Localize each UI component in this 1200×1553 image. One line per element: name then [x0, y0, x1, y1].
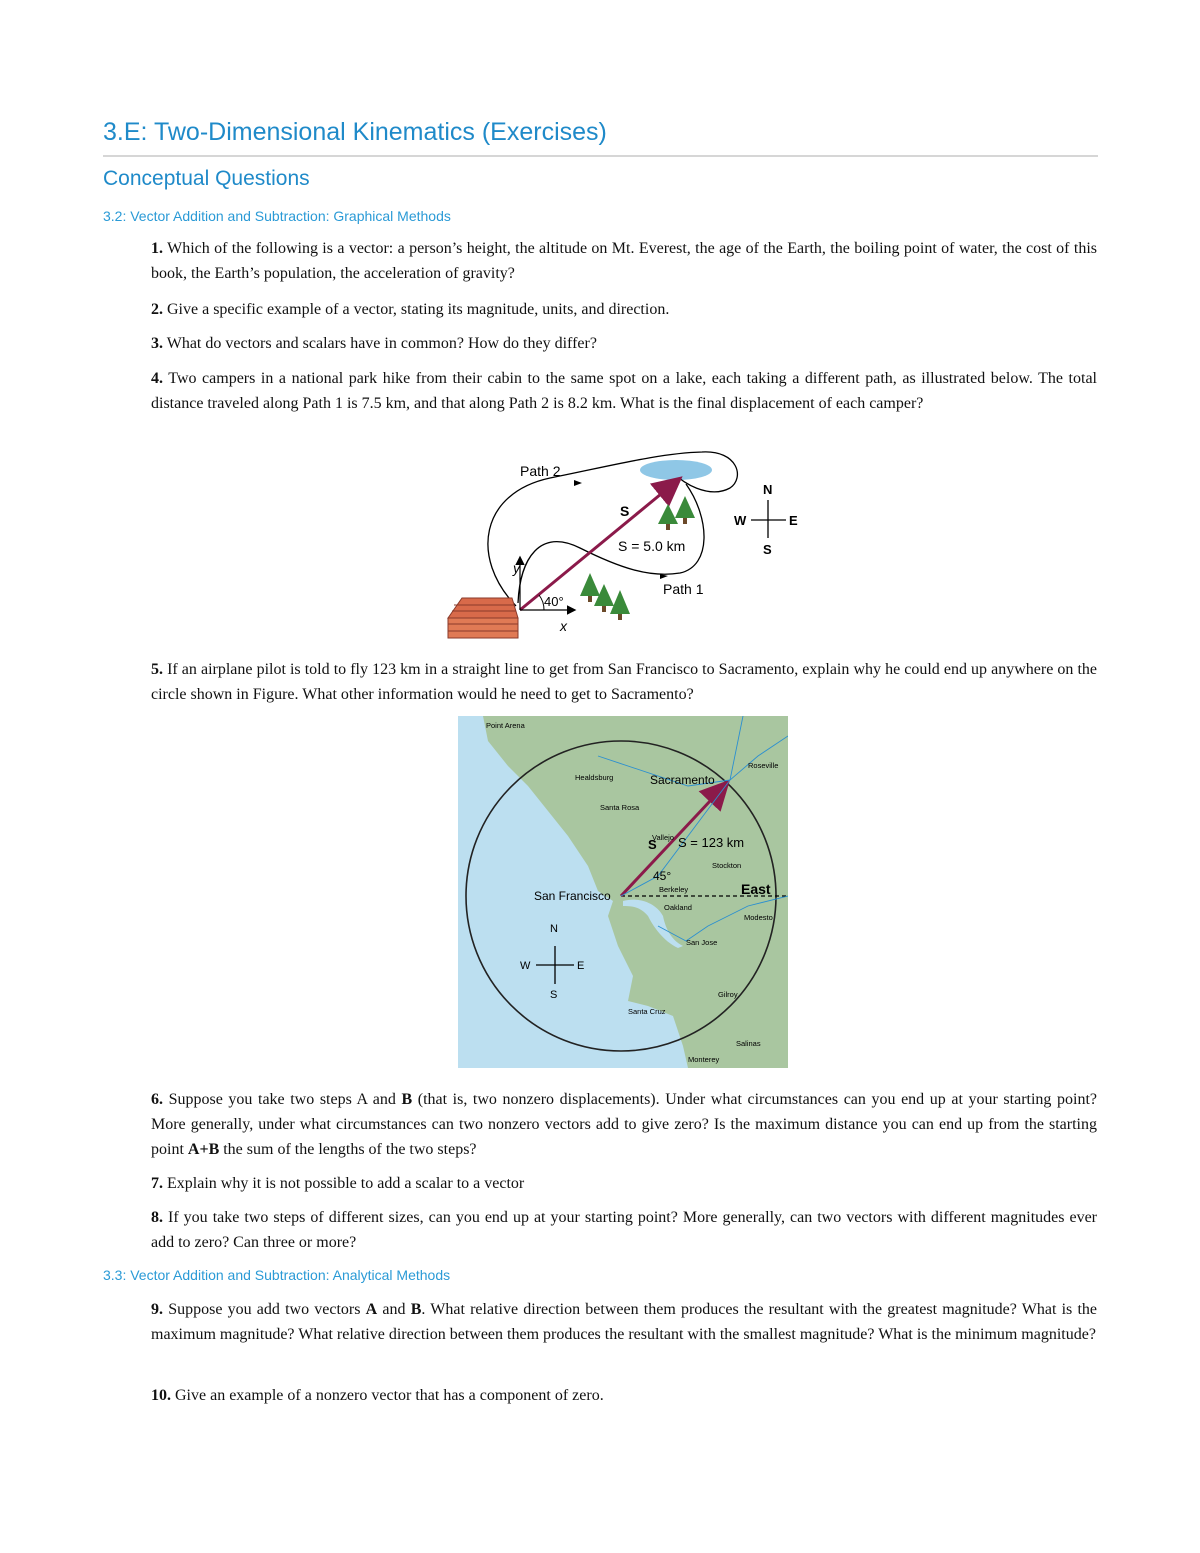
vector-label: S	[648, 837, 657, 852]
question-text: Two campers in a national park hike from their cabin to the same spot on a lake, each taking a different path, as illustrated below. The total distance traveled along Path 1 is 7.5 km, and that along Path 2 is 8.2 km. What is the final displacement of each camper?	[151, 370, 1097, 412]
question-9	[151, 1297, 1097, 1347]
city-label: Santa Cruz	[628, 1007, 666, 1016]
compass-rose-icon	[751, 500, 786, 538]
page-title: 3.E: Two-Dimensional Kinematics (Exercises)	[103, 118, 607, 146]
question-7	[151, 1171, 1097, 1196]
magnitude-label: S = 5.0 km	[618, 538, 686, 554]
compass-e-label: E	[789, 513, 798, 528]
question-text: Suppose you take two steps A and	[168, 1091, 402, 1108]
lake-shape	[640, 460, 712, 480]
city-label: Gilroy	[718, 990, 738, 999]
magnitude-label: S = 123 km	[678, 835, 745, 850]
question-number: 4.	[151, 370, 163, 387]
compass-s-label: S	[763, 542, 772, 557]
path-2-label: Path 2	[520, 463, 561, 479]
compass-n-label: N	[550, 923, 558, 935]
path-2-arrow	[574, 480, 582, 486]
question-number: 3.	[151, 335, 163, 352]
question-number: 2.	[151, 301, 163, 318]
vector-symbol: B	[410, 1301, 422, 1318]
city-label: Oakland	[664, 903, 692, 912]
city-label: Roseville	[748, 761, 779, 770]
y-axis-label: y	[513, 560, 520, 576]
question-number: 1.	[151, 240, 163, 257]
hiking-paths-figure	[440, 448, 810, 643]
question-number: 8.	[151, 1209, 163, 1226]
compass-n-label: N	[763, 482, 773, 497]
city-label: Salinas	[736, 1039, 761, 1048]
angle-label: 45°	[653, 869, 672, 883]
subsection-heading: 3.2: Vector Addition and Subtraction: Graphical Methods	[103, 208, 451, 224]
question-8	[151, 1205, 1097, 1255]
question-6	[151, 1087, 1097, 1162]
city-label: San Jose	[686, 938, 718, 947]
question-text: What do vectors and scalars have in common? How do they differ?	[166, 335, 597, 352]
question-text: and	[377, 1301, 411, 1318]
subsection-heading: 3.3: Vector Addition and Subtraction: Analytical Methods	[103, 1267, 451, 1283]
compass-w-label: W	[734, 513, 747, 528]
question-text: Give an example of a nonzero vector that has a component of zero.	[175, 1387, 604, 1404]
question-text: Which of the following is a vector: a person’s height, the altitude on Mt. Everest, the age of the Earth, the boiling point of water, the cost of this book, the Earth’s population, the acceleration of gravity?	[151, 240, 1097, 282]
city-label: Santa Rosa	[600, 803, 640, 812]
city-label: Stockton	[712, 861, 742, 870]
city-label: Point Arena	[486, 721, 525, 730]
vector-label: S	[620, 503, 630, 519]
city-label: Modesto	[744, 913, 773, 922]
question-3	[151, 331, 1097, 356]
east-label: East	[741, 881, 771, 897]
city-label: Monterey	[688, 1055, 720, 1064]
city-label: Healdsburg	[575, 773, 614, 782]
cabin-icon	[448, 598, 518, 638]
question-number: 9.	[151, 1301, 163, 1318]
vector-symbol: A	[365, 1301, 378, 1318]
question-2	[151, 297, 1097, 322]
bay-area-map-figure	[458, 716, 788, 1068]
question-text: If an airplane pilot is told to fly 123 km in a straight line to get from San Francisco to Sacramento, explain why he could end up anywhere on the circle shown in Figure. What other information would he need to get to Sacramento?	[151, 661, 1097, 703]
question-number: 10.	[151, 1387, 171, 1404]
question-5	[151, 657, 1097, 707]
question-10	[151, 1383, 1097, 1408]
compass-s-label: S	[550, 989, 558, 1001]
vector-symbol: A+B	[187, 1141, 220, 1158]
city-label: Vallejo	[652, 833, 674, 842]
question-number: 5.	[151, 661, 163, 678]
question-number: 7.	[151, 1175, 163, 1192]
vector-symbol: B	[401, 1091, 413, 1108]
question-text: If you take two steps of different sizes, can you end up at your starting point? More generally, can two vectors with different magnitudes ever add to zero? Can three or more?	[151, 1209, 1098, 1251]
city-label: Berkeley	[659, 885, 689, 894]
question-text: (that is, two nonzero displacements). Under what circumstances can you end up at your starting point? More generally, under what circumstances can two nonzero vectors add to give zero? Is the maximum distance you can end up from the starting point	[151, 1091, 1097, 1158]
origin-label: San Francisco	[534, 889, 611, 903]
question-text: . What relative direction between them produces the resultant with the greatest magnitude? What is the maximum magnitude? What relative direction between them produces the resultant with the smallest magnitude? What is the minimum magnitude?	[151, 1301, 1098, 1343]
destination-label: Sacramento	[650, 773, 715, 787]
title-divider	[103, 155, 1098, 157]
section-heading: Conceptual Questions	[103, 167, 310, 190]
question-text: Give a specific example of a vector, stating its magnitude, units, and direction.	[167, 301, 670, 318]
question-1	[151, 236, 1097, 286]
x-axis-label: x	[560, 618, 567, 634]
path-1-label: Path 1	[663, 581, 704, 597]
question-text: Suppose you add two vectors	[168, 1301, 366, 1318]
question-text: the sum of the lengths of the two steps?	[219, 1141, 477, 1158]
question-4	[151, 366, 1097, 416]
compass-e-label: E	[577, 960, 585, 972]
compass-w-label: W	[520, 960, 531, 972]
question-text: Explain why it is not possible to add a scalar to a vector	[167, 1175, 525, 1192]
angle-label: 40°	[544, 594, 564, 609]
question-number: 6.	[151, 1091, 163, 1108]
